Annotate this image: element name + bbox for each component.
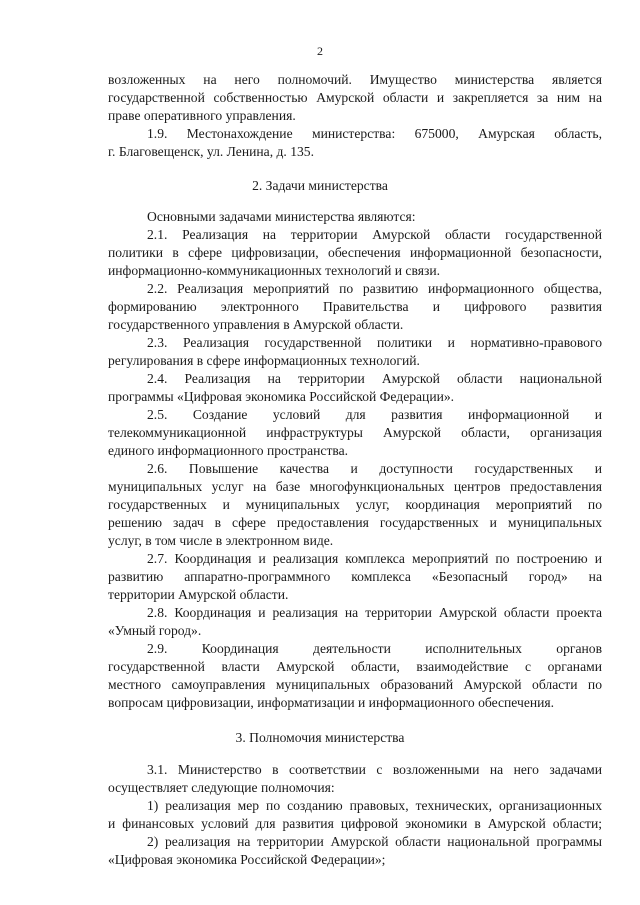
body-line: государственной власти Амурской области, взаимодействие с органами	[108, 659, 602, 674]
body-line: 3.1. Министерство в соответствии с возложенными на него задачами	[147, 762, 602, 777]
body-line: решению задач в сфере предоставления государственных и муниципальных	[108, 515, 602, 530]
body-line: 2.5. Создание условий для развития информационной и	[147, 407, 602, 422]
body-line: вопросам цифровизации, информатизации и информационного обеспечения.	[108, 695, 555, 710]
body-line: единого информационного пространства.	[108, 443, 349, 458]
body-line: формированию электронного Правительства и цифрового развития	[108, 299, 602, 314]
body-line: «Цифровая экономика Российской Федерации»;	[108, 852, 386, 867]
body-line: местного самоуправления муниципальных образований Амурской области по	[108, 677, 602, 692]
body-line: территории Амурской области.	[108, 587, 289, 602]
body-line: 2.9. Координация деятельности исполнительных органов	[147, 641, 602, 656]
body-line: 2.3. Реализация государственной политики и нормативно-правового	[147, 335, 602, 350]
body-line: 2.4. Реализация на территории Амурской области национальной	[147, 371, 602, 386]
body-line: г. Благовещенск, ул. Ленина, д. 135.	[108, 144, 314, 159]
body-line: услуг, в том числе в электронном виде.	[108, 533, 334, 548]
body-line: осуществляет следующие полномочия:	[108, 780, 335, 795]
body-line: государственного управления в Амурской области.	[108, 317, 404, 332]
page-number: 2	[317, 44, 323, 58]
body-line: телекоммуникационной инфраструктуры Амурской области, организация	[108, 425, 602, 440]
body-line: 2.2. Реализация мероприятий по развитию информационного общества,	[147, 281, 602, 296]
body-line: «Умный город».	[108, 623, 202, 638]
body-line: развитию аппаратно-программного комплекса «Безопасный город» на	[108, 569, 602, 584]
body-line: программы «Цифровая экономика Российской Федерации».	[108, 389, 455, 404]
body-line: муниципальных услуг на базе многофункциональных центров предоставления	[108, 479, 602, 494]
body-line: 2.1. Реализация на территории Амурской области государственной	[147, 227, 602, 242]
body-line: возложенных на него полномочий. Имущество министерства является	[108, 72, 602, 87]
body-line: государственных и муниципальных услуг, координация мероприятий по	[108, 497, 602, 512]
body-line: 1.9. Местонахождение министерства: 675000, Амурская область,	[147, 126, 602, 141]
body-line: Основными задачами министерства являются:	[147, 209, 416, 224]
body-line: 2.6. Повышение качества и доступности государственных и	[147, 461, 602, 476]
body-line: праве оперативного управления.	[108, 108, 296, 123]
body-line: 1) реализация мер по созданию правовых, технических, организационных	[147, 798, 602, 813]
body-line: регулирования в сфере информационных технологий.	[108, 353, 420, 368]
section-heading: 2. Задачи министерства	[252, 178, 388, 193]
body-line: политики в сфере цифровизации, обеспечения информационной безопасности,	[108, 245, 602, 260]
body-line: государственной собственностью Амурской области и закрепляется за ним на	[108, 90, 602, 105]
body-line: 2) реализация на территории Амурской области национальной программы	[147, 834, 602, 849]
body-line: 2.8. Координация и реализация на территории Амурской области проекта	[147, 605, 602, 620]
body-line: и финансовых условий для развития цифровой экономики в Амурской области;	[108, 816, 602, 831]
body-line: информационно-коммуникационных технологий и связи.	[108, 263, 440, 278]
body-line: 2.7. Координация и реализация комплекса мероприятий по построению и	[147, 551, 602, 566]
section-heading: 3. Полномочия министерства	[235, 730, 405, 745]
